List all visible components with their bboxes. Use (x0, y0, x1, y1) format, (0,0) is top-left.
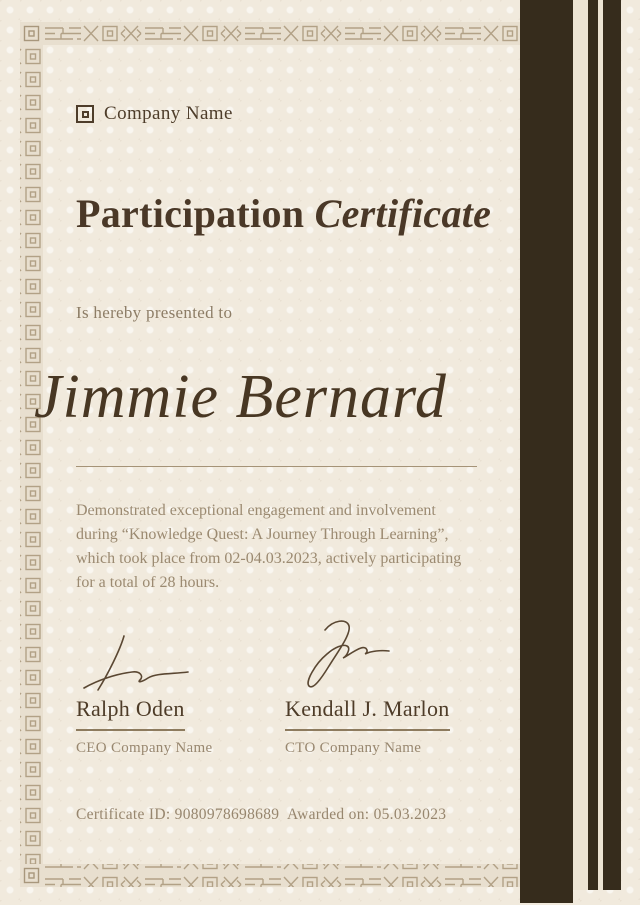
side-stripe-thin (588, 0, 598, 890)
title-italic: Certificate (314, 191, 492, 236)
signatory-role: CTO Company Name (285, 740, 422, 756)
signatory-role: CEO Company Name (76, 740, 213, 756)
signature-ceo (76, 620, 276, 696)
signatory-name: Kendall J. Marlon (285, 696, 450, 731)
side-stripe-medium (603, 0, 621, 890)
signatory-name: Ralph Oden (76, 696, 185, 731)
signatory-cto (285, 620, 485, 757)
company-logo-icon (76, 105, 94, 123)
company-name: Company Name (104, 103, 233, 124)
signatory-ceo (76, 620, 276, 757)
awarded-date: 05.03.2023 (373, 806, 447, 823)
awarded-on (287, 806, 446, 824)
presented-label: Is hereby presented to (76, 303, 233, 322)
certificate-description: Demonstrated exceptional engagement and involvement during “Knowledge Quest: A Journey Through Learning”, which took place from 02-04.03.2023, actively participating for a total of 28 hours. (76, 502, 462, 591)
certificate-id-label: Certificate ID: (76, 806, 171, 823)
company-brand (76, 103, 233, 125)
recipient-underline (76, 466, 477, 467)
certificate-id-value: 9080978698689 (174, 806, 280, 823)
awarded-label: Awarded on: (287, 806, 370, 823)
recipient-name: Jimmie Bernard (34, 363, 447, 431)
side-stripe-wide (520, 0, 573, 903)
title-regular: Participation (76, 191, 305, 236)
signature-cto (285, 620, 485, 696)
certificate-title (76, 190, 491, 237)
certificate-id (76, 806, 279, 824)
